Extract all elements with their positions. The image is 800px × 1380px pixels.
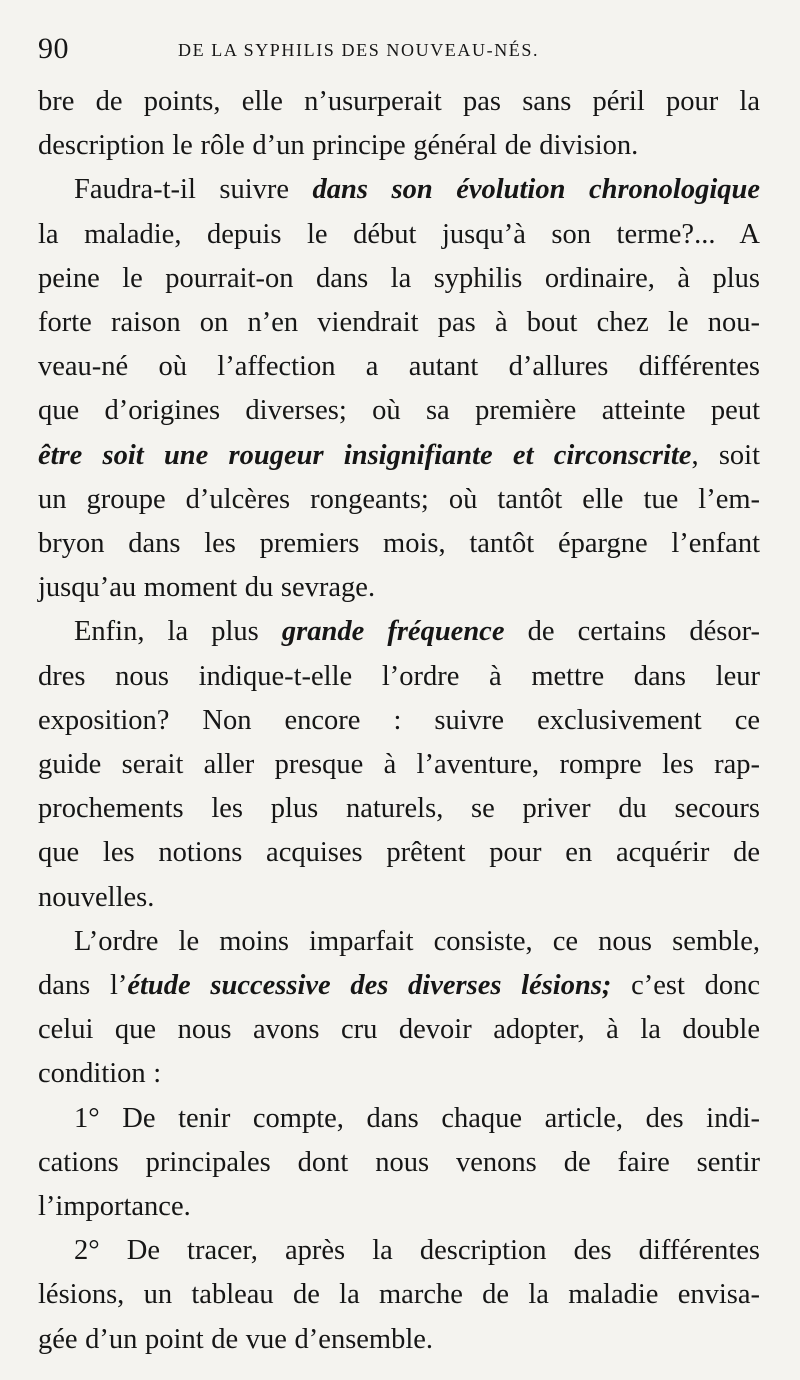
text-line: [38, 301, 760, 345]
text-line: [38, 1229, 760, 1273]
text-run: que d’origines diverses; où sa première atteinte peut: [38, 395, 760, 427]
body-text: [38, 80, 760, 1362]
text-line: [38, 1008, 760, 1052]
text-run: nouvelles.: [38, 881, 155, 913]
text-run: lésions, un tableau de la marche de la maladie envisa-: [38, 1279, 760, 1311]
text-line: [38, 787, 760, 831]
text-run: un groupe d’ulcères rongeants; où tantôt elle tue l’em-: [38, 483, 760, 515]
text-line: [38, 920, 760, 964]
text-line: [38, 124, 760, 168]
text-run: dans l’: [38, 970, 128, 1002]
text-line: [38, 1318, 760, 1362]
text-line: [38, 964, 760, 1008]
page-number: 90: [38, 32, 69, 65]
text-run: 1° De tenir compte, dans chaque article, des indi-: [74, 1102, 760, 1134]
text-run: forte raison on n’en viendrait pas à bout chez le nou-: [38, 307, 760, 339]
text-line: [38, 1185, 760, 1229]
text-line: [38, 655, 760, 699]
text-run: que les notions acquises prêtent pour en acquérir de: [38, 837, 760, 869]
text-run: dres nous indique-t-elle l’ordre à mettre dans leur: [38, 660, 760, 692]
italic-phrase: être soit une rougeur insignifiante et circonscrite: [38, 439, 692, 471]
running-title: DE LA SYPHILIS DES NOUVEAU-NÉS.: [178, 40, 540, 60]
text-line: [38, 1097, 760, 1141]
text-line: [38, 478, 760, 522]
text-line: [38, 345, 760, 389]
page-header: [38, 30, 760, 80]
text-line: [38, 522, 760, 566]
text-run: 2° De tracer, après la description des différentes: [74, 1235, 760, 1267]
text-line: [38, 699, 760, 743]
text-run: description le rôle d’un principe général de division.: [38, 130, 639, 162]
text-run: guide serait aller presque à l’aventure, rompre les rap-: [38, 749, 760, 781]
text-line: [38, 1141, 760, 1185]
text-run: jusqu’au moment du sevrage.: [38, 572, 376, 604]
italic-phrase: dans son évolution chronologique: [312, 174, 760, 206]
text-line: [38, 610, 760, 654]
text-line: [38, 80, 760, 124]
text-line: [38, 168, 760, 212]
text-line: [38, 566, 760, 610]
text-line: [38, 257, 760, 301]
text-run: , soit: [691, 439, 760, 471]
text-run: bryon dans les premiers mois, tantôt épargne l’enfant: [38, 528, 760, 560]
text-line: [38, 389, 760, 433]
text-line: [38, 831, 760, 875]
text-run: l’importance.: [38, 1191, 191, 1223]
italic-phrase: grande fréquence: [281, 616, 505, 648]
text-line: [38, 1273, 760, 1317]
text-run: celui que nous avons cru devoir adopter, à la double: [38, 1014, 760, 1046]
text-run: bre de points, elle n’usurperait pas sans péril pour la: [38, 86, 760, 117]
italic-phrase: étude successive des diverses lésions;: [127, 970, 612, 1002]
text-run: exposition? Non encore : suivre exclusivement ce: [38, 704, 760, 736]
text-run: Faudra-t-il suivre: [74, 174, 313, 206]
text-run: L’ordre le moins imparfait consiste, ce nous semble,: [74, 925, 760, 957]
text-run: de certains désor-: [504, 616, 760, 648]
text-run: prochements les plus naturels, se priver du secours: [38, 793, 760, 825]
text-line: [38, 213, 760, 257]
text-run: la maladie, depuis le début jusqu’à son terme?... A: [38, 218, 760, 250]
text-run: Enfin, la plus: [74, 616, 282, 648]
text-run: condition :: [38, 1058, 162, 1090]
text-line: [38, 743, 760, 787]
text-run: c’est donc: [611, 970, 761, 1002]
text-run: peine le pourrait-on dans la syphilis ordinaire, à plus: [38, 262, 760, 294]
text-run: gée d’un point de vue d’ensemble.: [38, 1323, 434, 1355]
text-line: [38, 434, 760, 478]
text-run: cations principales dont nous venons de faire sentir: [38, 1146, 760, 1178]
text-line: [38, 876, 760, 920]
text-run: veau-né où l’affection a autant d’allures différentes: [38, 351, 760, 383]
text-line: [38, 1052, 760, 1096]
